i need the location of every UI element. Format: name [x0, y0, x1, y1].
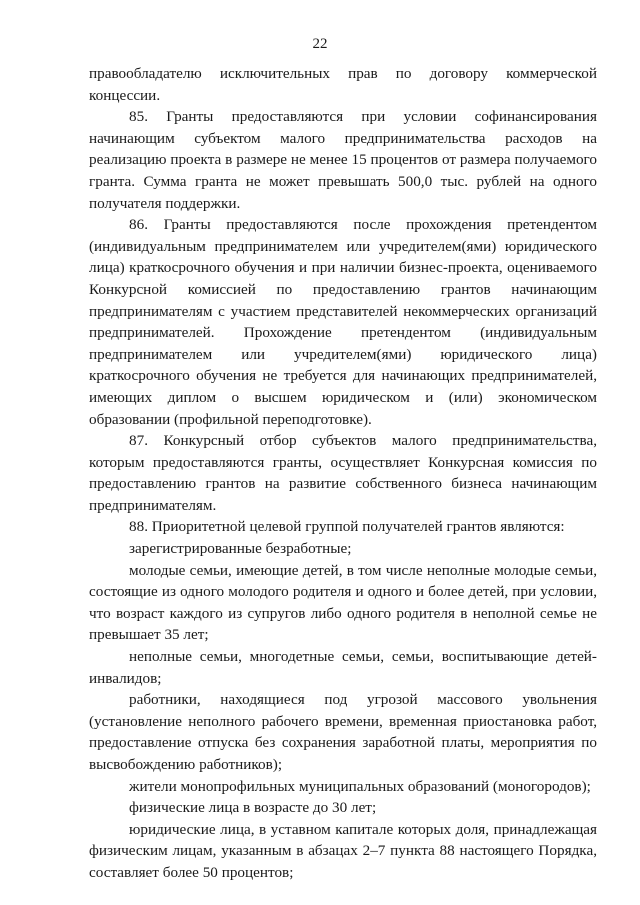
paragraph-85: 85. Гранты предоставляются при условии софинансирования начинающим субъектом малого предпринимательства расходов на реализацию проекта в размере не менее 15 процентов от размера получаемого гранта. Сумма гранта не может превышать 500,0 тыс. рублей на одного получателя поддержки.: [89, 108, 597, 212]
paragraph-87: 87. Конкурсный отбор субъектов малого предпринимательства, которым предоставляются гранты, осуществляет Конкурсная комиссия по предоставлению грантов на развитие собственного бизнеса начинающим предпринимателям.: [89, 432, 597, 514]
paragraph-continuation: правообладателю исключительных прав по договору коммерческой концессии.: [89, 65, 597, 104]
paragraph-88: 88. Приоритетной целевой группой получателей грантов являются:: [129, 518, 565, 536]
list-item-incomplete-families: неполные семьи, многодетные семьи, семьи, воспитывающие детей-инвалидов;: [89, 648, 597, 687]
page-number: 22: [312, 36, 328, 52]
list-item-workers-layoff: работники, находящиеся под угрозой массового увольнения (установление неполного рабочего времени, временная приостановка работ, предоставление отпуска без сохранения заработной платы, мероприятия по высвобождению работников);: [89, 691, 597, 773]
list-item-monotown-residents: жители монопрофильных муниципальных образований (моногородов);: [129, 777, 591, 795]
list-item-unemployed: зарегистрированные безработные;: [129, 540, 352, 558]
list-item-under-30: физические лица в возрасте до 30 лет;: [129, 799, 377, 817]
paragraph-86: 86. Гранты предоставляются после прохождения претендентом (индивидуальным предпринимателем или учредителем(ями) юридического лица) краткосрочного обучения и при наличии бизнес-проекта, оцениваемого Конкурсной комиссией по предоставлению грантов начинающим предпринимателям с участием представителей некоммерческих организаций предпринимателей. Прохождение претендентом (индивидуальным предпринимателем или учредителем(ями) юридического лица) краткосрочного обучения не требуется для начинающих предпринимателей, имеющих диплом о высшем юридическом и (или) экономическом образовании (профильной переподготовке).: [89, 216, 597, 428]
list-item-young-families: молодые семьи, имеющие детей, в том числе неполные молодые семьи, состоящие из одного молодого родителя и одного и более детей, при условии, что возраст каждого из супругов либо одного родителя в неполной семье не превышает 35 лет;: [89, 561, 597, 644]
document-body: [89, 63, 597, 884]
list-item-legal-entities: юридические лица, в уставном капитале которых доля, принадлежащая физическим лицам, указанным в абзацах 2–7 пункта 88 настоящего Порядка, составляет более 50 процентов;: [89, 820, 597, 881]
